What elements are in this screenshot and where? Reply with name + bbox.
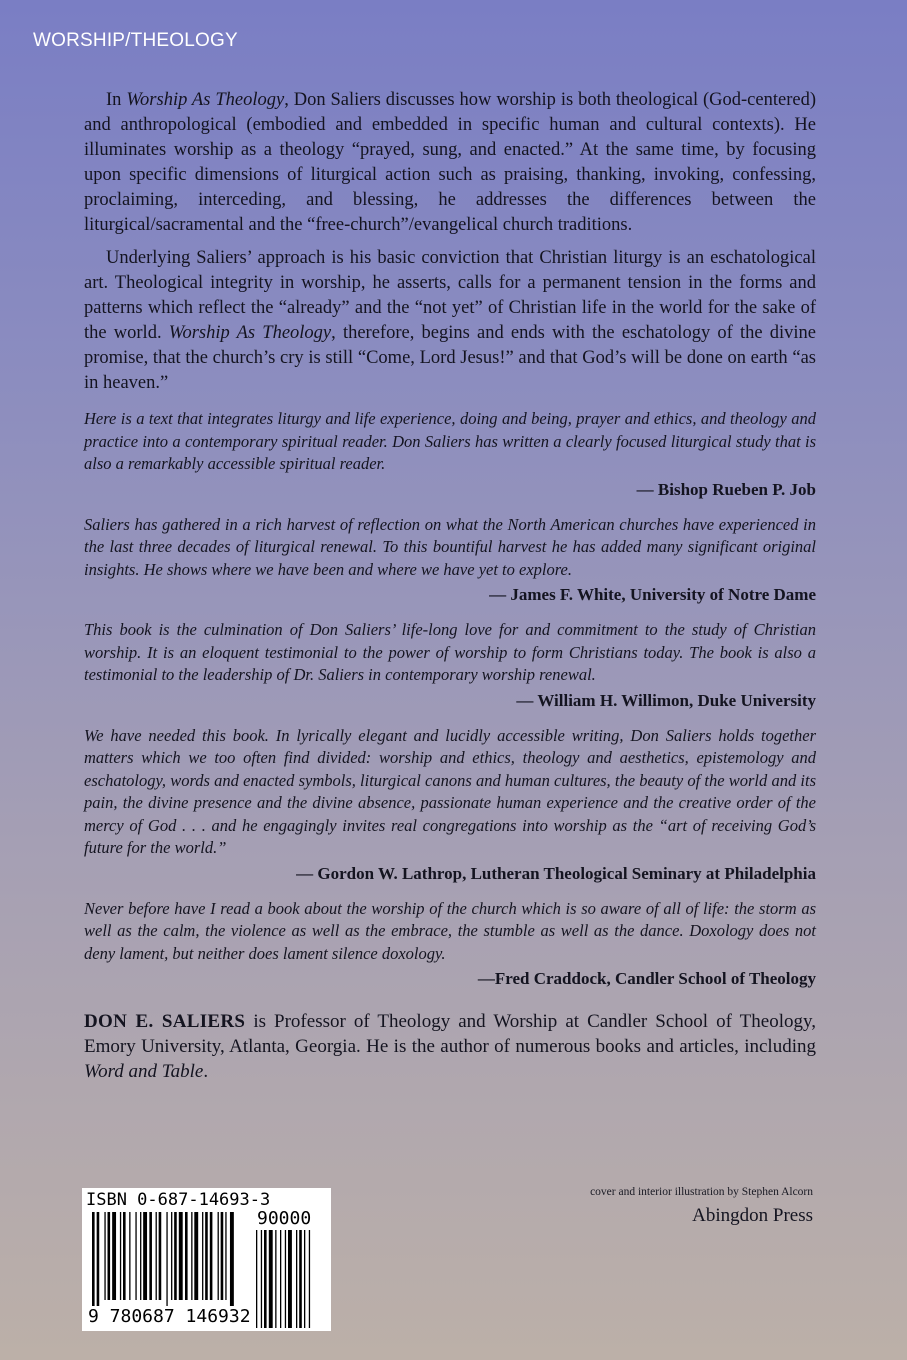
endorsement-attribution: — Bishop Rueben P. Job <box>636 479 816 499</box>
isbn-number: ISBN 0-687-14693-3 <box>86 1190 271 1210</box>
barcode-addon-bar <box>304 1230 305 1328</box>
price-code: 90000 <box>257 1208 312 1229</box>
intro-paragraph-1: In Worship As Theology, Don Saliers discusses how worship is both theological (God-centered) and anthropological (embodied and embedded in specific human and cultural contexts). He illuminates worship as a theology “prayed, sung, and enacted.” At the same time, by focusing upon specific dimensions of liturgical action such as praising, thanking, invoking, confessing, proclaiming, interceding, and blessing, he addresses the differences between the liturgical/sacramental and the “free-church”/evangelical church traditions. <box>84 90 816 235</box>
barcode-addon-bar <box>261 1230 262 1328</box>
barcode-addon-bar <box>264 1230 267 1328</box>
barcode-bar <box>230 1212 234 1306</box>
author-bio: DON E. SALIERS is Professor of Theology and Worship at Candler School of Theology, Emory University, Atlanta, Georgia. He is the author of numerous books and articles, including Word and Table. <box>84 1011 816 1082</box>
intro-paragraph-2: Underlying Saliers’ approach is his basic conviction that Christian liturgy is an eschatological art. Theological integrity in worship, he asserts, calls for a permanent tension in the forms and patterns which reflect the “already” and the “not yet” of Christian life in the world for the sake of the world. Worship As Theology, therefore, begins and ends with the eschatology of the divine promise, that the church’s cry is still “Come, Lord Jesus!” and that God’s will be done on earth “as in heaven.” <box>84 248 816 393</box>
barcode-bar <box>179 1212 183 1300</box>
endorsement-attribution: — James F. White, University of Notre Dame <box>489 585 816 604</box>
endorsement-quote: This book is the culmination of Don Saliers’ life-long love for and commitment to the study of Christian worship. It is an eloquent testimonial to the power of worship to form Christians today. The book is also a testimonial to the leadership of Dr. Saliers in contemporary worship renewal. <box>84 620 816 684</box>
endorsement-attribution: —Fred Craddock, Candler School of Theology <box>477 969 816 988</box>
barcode-addon-bar <box>280 1230 281 1328</box>
barcode-bar <box>149 1212 152 1300</box>
endorsement-attribution: — William H. Willimon, Duke University <box>516 690 816 710</box>
barcode-bar <box>191 1212 192 1300</box>
book-title: Worship As Theology <box>126 90 285 110</box>
barcode-bar <box>92 1212 95 1306</box>
barcode-bar <box>97 1212 100 1306</box>
endorsement-quote: Never before have I read a book about the worship of the church which is so aware of all of life: the storm as well as the calm, the violence as well as the embrace, the stumble as well as the dance. Doxology does not deny lament, but neither does lament silence doxology. <box>84 898 816 963</box>
barcode-bar <box>143 1212 147 1300</box>
ean-number: 9 780687 146932 <box>88 1306 251 1327</box>
barcode-addon-bar <box>299 1230 302 1328</box>
barcode-bar <box>123 1212 126 1300</box>
barcode-bar <box>171 1212 172 1300</box>
barcode-bar <box>205 1212 208 1300</box>
barcode-bar <box>174 1212 177 1300</box>
barcode-bar <box>140 1212 141 1300</box>
author-name: DON E. SALIERS <box>84 1011 246 1032</box>
barcode-bar <box>156 1212 157 1300</box>
barcode-bar <box>159 1212 162 1300</box>
illustration-credit: cover and interior illustration by Stephen Alcorn <box>590 1186 813 1198</box>
barcode-addon-bar <box>296 1230 297 1328</box>
category-label: WORSHIP/THEOLOGY <box>33 30 238 51</box>
endorsement-quote: Here is a text that integrates liturgy and life experience, doing and being, prayer and ethics, and theology and practice into a contemporary spiritual reader. Don Saliers has written a clearly focused liturgical study that is also a remarkably accessible spiritual reader. <box>84 409 816 473</box>
endorsement-quote: Saliers has gathered in a rich harvest of reflection on what the North American churches have experienced in the last three decades of liturgical renewal. To this bountiful harvest he has added many significant original insights. He shows where we have been and where we have yet to explore. <box>84 514 816 579</box>
book-title: Worship As Theology <box>168 323 332 343</box>
barcode-bar <box>202 1212 203 1300</box>
barcode-addon-bar <box>285 1230 286 1328</box>
endorsement-attribution: — Gordon W. Lathrop, Lutheran Theological Seminary at Philadelphia <box>296 863 816 883</box>
barcode-bar <box>129 1212 130 1300</box>
barcode-bar <box>218 1212 219 1300</box>
barcode-bar <box>194 1212 198 1300</box>
barcode <box>82 1188 331 1331</box>
barcode-bar <box>104 1212 105 1300</box>
barcode-bar <box>112 1212 116 1300</box>
barcode-addon-bar <box>288 1230 292 1328</box>
barcode-bar <box>210 1212 213 1300</box>
barcode-bar <box>108 1212 111 1300</box>
back-cover-text <box>84 88 816 1084</box>
barcode-bar <box>221 1212 224 1300</box>
barcode-bar <box>135 1212 136 1300</box>
barcode-bar <box>120 1212 121 1300</box>
barcode-addon-bar <box>256 1230 257 1328</box>
publisher-name: Abingdon Press <box>692 1205 813 1226</box>
barcode-bar <box>225 1212 226 1300</box>
barcode-addon-bar <box>275 1230 276 1328</box>
barcode-bar <box>185 1212 188 1300</box>
barcode-addon-bar <box>309 1230 310 1328</box>
barcode-addon-bar <box>269 1230 273 1328</box>
book-title: Word and Table <box>84 1061 204 1082</box>
barcode-bar <box>166 1212 167 1306</box>
endorsement-quote: We have needed this book. In lyrically elegant and lucidly accessible writing, Don Saliers holds together matters which we too often find divided: worship and ethics, theology and aesthetics, epistemology and eschatology, words and enacted symbols, liturgical canons and human cultures, the beauty of the world and its pain, the divine presence and the divine absence, passionate human experience and the creative order of the mercy of God . . . and he engagingly invites real congregations into worship as the “art of receiving God’s future for the world.” <box>84 725 816 857</box>
